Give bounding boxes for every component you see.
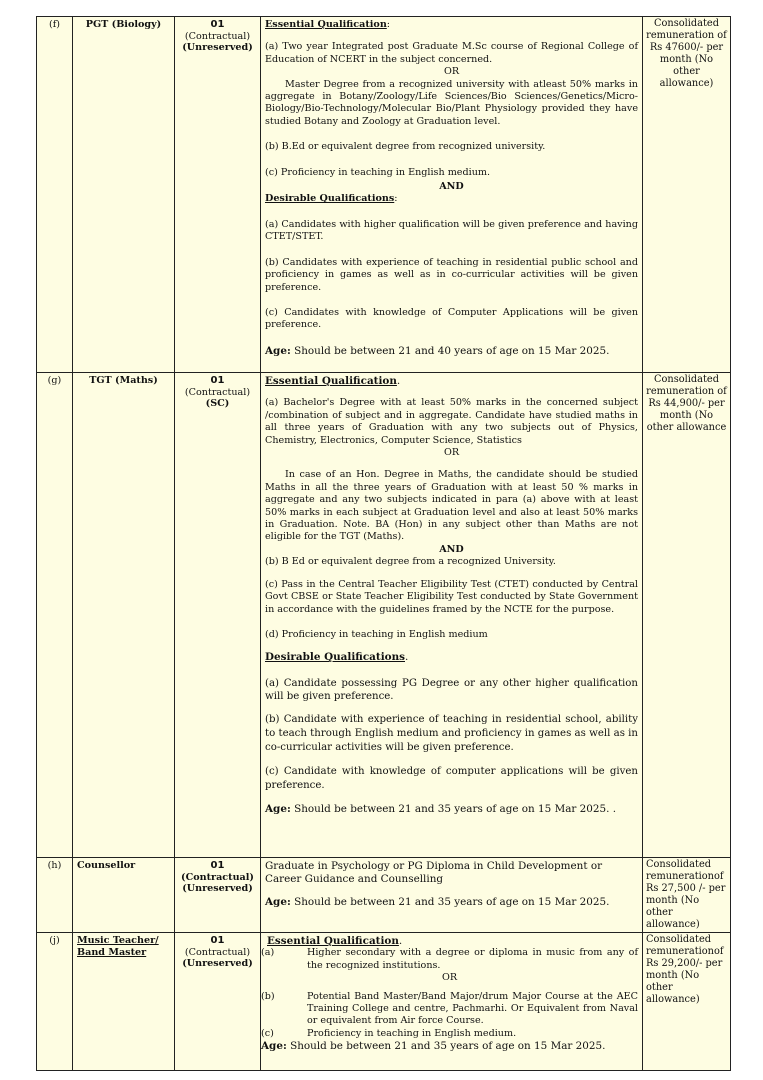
vacancy-table-sheet [36, 16, 730, 1071]
qualification-cell [261, 17, 643, 373]
vacancy-category: (SC) [205, 398, 230, 409]
qualification-item: (a) Higher secondary with a degree or diploma in music from any of the recognized institutions. [261, 947, 638, 971]
or-separator: OR [443, 447, 460, 459]
post-name-cell: TGT (Maths) [73, 373, 175, 858]
vacancy-type: (Contractual) [184, 946, 251, 958]
essential-qualification-heading: Essential Qualification. [267, 935, 403, 947]
qualification-item: (a) Candidate possessing PG Degree or any other higher qualification will be given preference. [265, 677, 638, 702]
desirable-qualification-heading: Desirable Qualifications. [265, 651, 409, 664]
qualification-item: (b) Candidates with experience of teaching in residential public school and proficiency in games as well as in co-curricular activities will be given preference. [265, 256, 638, 293]
qualification-item: Graduate in Psychology or PG Diploma in Child Development or Career Guidance and Counselling [265, 860, 603, 885]
qualification-item: (a) Two year Integrated post Graduate M.Sc course of Regional College of Education of NCERT in the subject concerned. [265, 41, 638, 65]
post-name-cell: PGT (Biology) [73, 17, 175, 373]
serial-cell: (f) [37, 17, 73, 373]
vacancy-type: (Contractual) [184, 30, 251, 42]
and-separator: AND [439, 543, 464, 555]
essential-qualification-heading: Essential Qualification. [265, 375, 401, 387]
vacancy-category: (Unreserved) [182, 883, 253, 894]
essential-qualification-heading: Essential Qualification: [265, 19, 391, 30]
qualification-item: (c) Proficiency in teaching in English medium. [265, 166, 491, 178]
qualification-cell [261, 373, 643, 858]
pay-cell: Consolidated remuneration of Rs 44,900/- per month (No other allowance [643, 373, 731, 858]
table-row-music-teacher [37, 933, 731, 1071]
qualification-item: (c) Candidate with knowledge of computer applications will be given preference. [265, 765, 638, 791]
pay-cell: Consolidated remuneration of Rs 47600/- per month (No other allowance) [643, 17, 731, 373]
post-name-cell: Music Teacher/ Band Master [73, 933, 175, 1071]
or-separator: OR [441, 972, 458, 984]
or-separator: OR [443, 66, 460, 78]
table-row-counsellor [37, 858, 731, 933]
qualification-item: (b) Candidate with experience of teaching in residential school, ability to teach through English medium and proficiency in games as well as in co-curricular activities will be given preference. [265, 713, 638, 753]
vacancy-count: 01 [210, 375, 225, 386]
qualification-item: (a) Candidates with higher qualification will be given preference and having CTET/STET. [265, 218, 638, 243]
qualification-item: (c) Candidates with knowledge of Computer Applications will be given preference. [265, 306, 638, 331]
vacancy-count: 01 [210, 935, 225, 946]
age-limit: Age: Should be between 21 and 35 years of age on 15 Mar 2025. [265, 896, 610, 908]
age-limit: Age: Should be between 21 and 35 years of age on 15 Mar 2025. [261, 1040, 606, 1053]
vacancy-cell [175, 933, 261, 1071]
pay-cell: Consolidated remunerationof Rs 29,200/- per month (No other allowance) [643, 933, 731, 1071]
vacancy-type: (Contractual) [181, 871, 254, 883]
qualification-item: (c) Proficiency in teaching in English medium. [261, 1027, 517, 1039]
age-limit: Age: Should be between 21 and 35 years of age on 15 Mar 2025. . [265, 802, 617, 815]
qualification-item: (d) Proficiency in teaching in English medium [265, 628, 488, 640]
vacancy-cell [175, 17, 261, 373]
pay-cell: Consolidated remunerationof Rs 27,500 /- per month (No other allowance) [643, 858, 731, 933]
age-limit: Age: Should be between 21 and 40 years of age on 15 Mar 2025. [265, 344, 610, 357]
vacancy-table [36, 16, 731, 1071]
post-name-cell: Counsellor [73, 858, 175, 933]
qualification-cell [261, 933, 643, 1071]
vacancy-count: 01 [210, 860, 225, 871]
serial-cell: (g) [37, 373, 73, 858]
serial-cell: (j) [37, 933, 73, 1071]
and-separator: AND [439, 181, 464, 193]
vacancy-category: (Unreserved) [182, 958, 253, 969]
qualification-item: Master Degree from a recognized university with atleast 50% marks in aggregate in Botany/Zoology/Life Sciences/Bio Sciences/Genetics/Micro-Biology/Bio-Technology/Molecular Bio/Plant Physiology provided they have studied Botany and Zoology at Graduation level. [265, 78, 638, 127]
vacancy-cell [175, 858, 261, 933]
qualification-item: (a) Bachelor's Degree with at least 50% marks in the concerned subject /combination of subject and in aggregate. Candidate have studied maths in all three years of Graduation with any two subjects out of Physics, Chemistry, Electronics, Computer Science, Statistics [265, 397, 638, 446]
table-row-tgt-maths [37, 373, 731, 858]
vacancy-count: 01 [210, 19, 225, 30]
vacancy-cell [175, 373, 261, 858]
desirable-qualification-heading: Desirable Qualifications: [265, 193, 398, 205]
vacancy-category: (Unreserved) [182, 42, 253, 53]
qualification-item: (b) B Ed or equivalent degree from a recognized University. [265, 556, 556, 568]
qualification-item: (c) Pass in the Central Teacher Eligibility Test (CTET) conducted by Central Govt CBSE or State Teacher Eligibility Test conducted by State Government in accordance with the guidelines framed by the NCTE for the purpose. [265, 578, 638, 615]
qualification-item: (b) Potential Band Master/Band Major/drum Major Course at the AEC Training College and centre, Pachmarhi. Or Equivalent from Naval or equivalent from Air force Course. [261, 990, 638, 1027]
qualification-cell [261, 858, 643, 933]
qualification-item: (b) B.Ed or equivalent degree from recognized university. [265, 141, 546, 153]
qualification-item: In case of an Hon. Degree in Maths, the candidate should be studied Maths in all the three years of Graduation with at least 50 % marks in aggregate and any two subjects indicated in para (a) above with at least 50% marks in each subject at Graduation level and also at least 50% marks in Graduation. Note. BA (Hon) in any subject other than Maths are not eligible for the TGT (Maths). [265, 469, 638, 543]
serial-cell: (h) [37, 858, 73, 933]
table-row-pgt-biology [37, 17, 731, 373]
vacancy-type: (Contractual) [184, 386, 251, 398]
